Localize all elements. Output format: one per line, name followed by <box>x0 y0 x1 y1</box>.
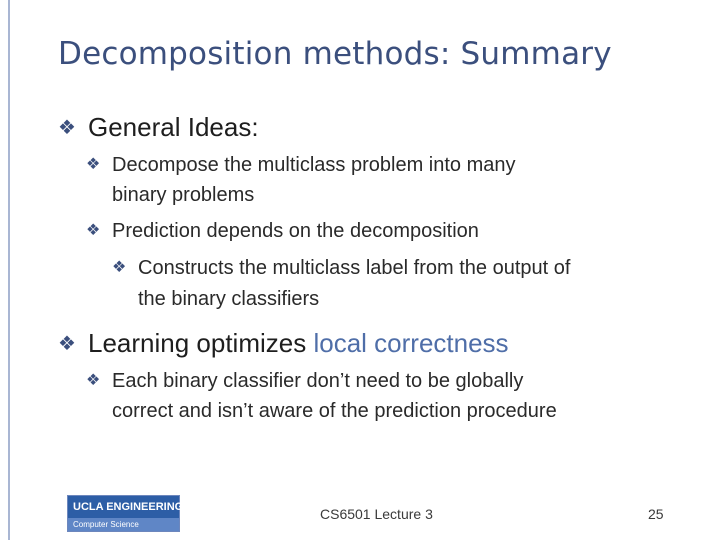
ucla-engineering-logo <box>67 495 184 532</box>
bullet-text: General Ideas: <box>88 112 259 142</box>
subbullet-line: Prediction depends on the decomposition <box>112 220 479 242</box>
diamond-bullet-icon: ❖ <box>112 259 127 276</box>
subbullet-line: Constructs the multiclass label from the output of <box>138 257 571 279</box>
diamond-bullet-icon: ❖ <box>58 333 76 355</box>
diamond-bullet-icon: ❖ <box>86 156 101 173</box>
subbullet-line: Each binary classifier don’t need to be globally <box>112 370 524 392</box>
subbullet-line: correct and isn’t aware of the prediction procedure <box>112 400 557 422</box>
subbullet-line: Decompose the multiclass problem into many <box>112 154 516 176</box>
diamond-bullet-icon: ❖ <box>86 222 101 239</box>
slide-title: Decomposition methods: Summary <box>58 36 612 72</box>
left-border-rule <box>8 0 10 540</box>
subbullet-line: the binary classifiers <box>138 288 320 310</box>
logo-title: UCLA ENGINEERING <box>68 496 179 518</box>
bullet-text <box>88 328 509 359</box>
logo-subtitle: Computer Science <box>68 518 179 531</box>
bullet-text-highlight: local correctness <box>313 328 509 358</box>
diamond-bullet-icon: ❖ <box>58 117 76 139</box>
footer-course: CS6501 Lecture 3 <box>320 506 433 522</box>
footer-page-number: 25 <box>648 506 664 522</box>
bullet-text-prefix: Learning optimizes <box>88 328 314 358</box>
diamond-bullet-icon: ❖ <box>86 372 101 389</box>
subbullet-line: binary problems <box>112 184 255 206</box>
